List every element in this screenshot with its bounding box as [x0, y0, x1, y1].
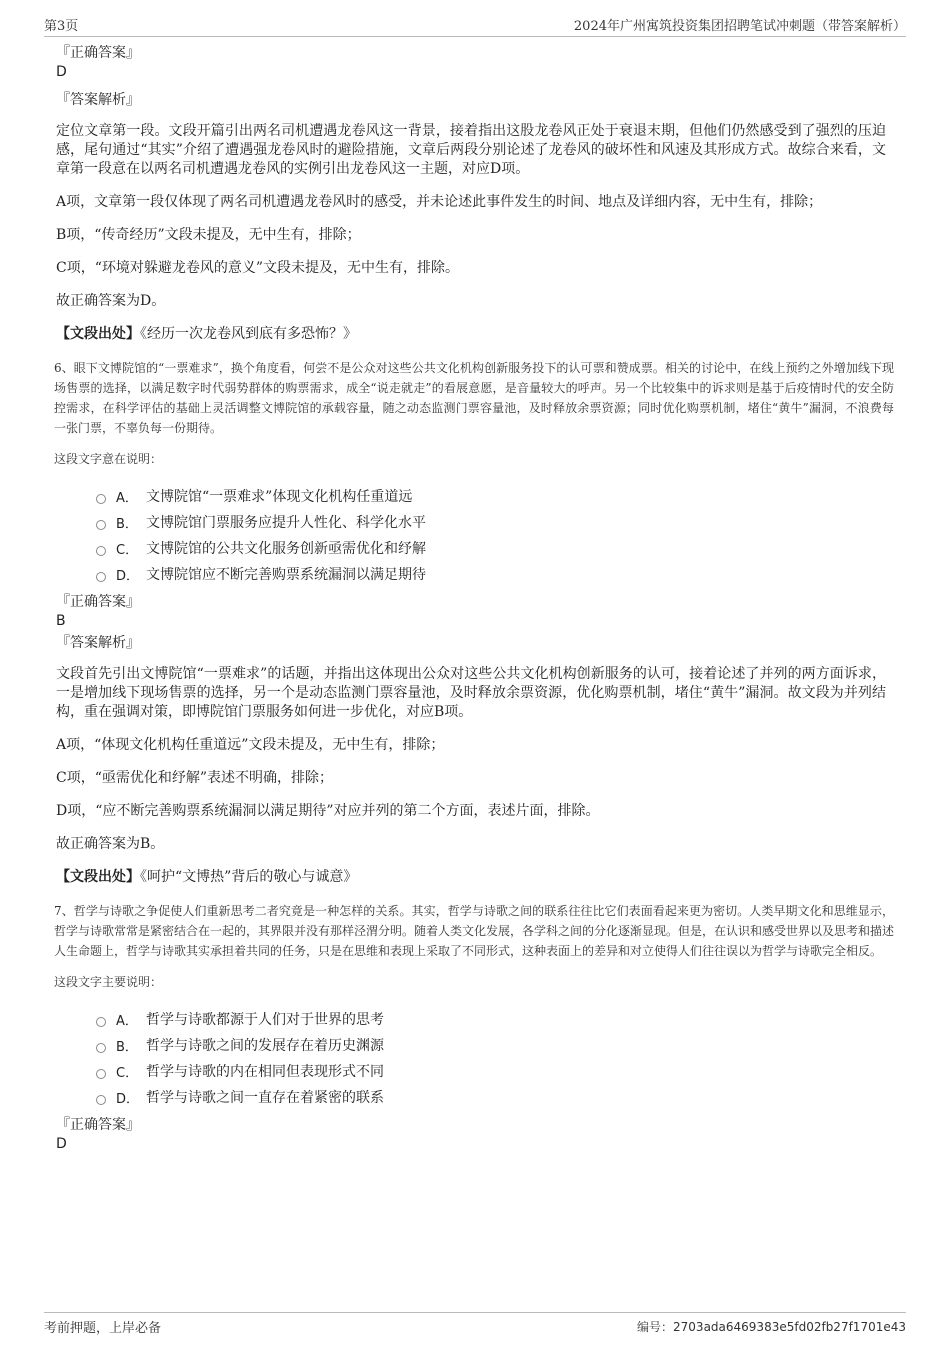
correct-answer-label: 『正确答案』 [56, 594, 140, 610]
document-id: 编号：2703ada6469383e5fd02fb27f1701e43 [637, 1319, 906, 1334]
correct-answer-value: D [56, 64, 67, 80]
option-a[interactable]: A． 文博院馆“一票难求”体现文化机构任重道远 [96, 483, 886, 509]
correct-answer-label: 『正确答案』 [56, 45, 140, 61]
option-c[interactable]: C． 文博院馆的公共文化服务创新亟需优化和纾解 [96, 535, 886, 561]
analysis-paragraph: 定位文章第一段。文段开篇引出两名司机遭遇龙卷风这一背景，接着指出这股龙卷风正处于衰退末期，但他们仍然感受到了强烈的压迫感，尾句通过“其实”介绍了遭遇强龙卷风时的避险措施，文章后两段分别论述了龙卷风的破坏性和风速及其形成方式。故综合来看，文章第一段意在以两名司机遭遇龙卷风的实例引出龙卷风这一主题，对应D项。 [56, 123, 886, 177]
option-c[interactable]: C． 哲学与诗歌的内在相同但表现形式不同 [96, 1058, 886, 1084]
source-tag: 【文段出处】 [56, 326, 140, 342]
question-6-prompt: 这段文字意在说明： [54, 452, 163, 466]
footer-slogan: 考前押题，上岸必备 [44, 1320, 162, 1336]
option-d[interactable]: D． 哲学与诗歌之间一直存在着紧密的联系 [96, 1084, 886, 1110]
analysis-paragraph: A项，文章第一段仅体现了两名司机遭遇龙卷风时的感受，并未论述此事件发生的时间、地点及详细内容，无中生有，排除； [56, 194, 823, 210]
radio-icon[interactable] [96, 1017, 106, 1027]
analysis-label: 『答案解析』 [56, 92, 140, 108]
source-line [56, 325, 886, 344]
analysis-paragraph: C项，“亟需优化和纾解”表述不明确，排除； [56, 770, 334, 786]
page-footer [44, 1312, 906, 1337]
page-content [54, 44, 895, 1163]
page-header [44, 14, 906, 37]
radio-icon[interactable] [96, 494, 106, 504]
radio-icon[interactable] [96, 546, 106, 556]
page-number: 第3页 [44, 19, 79, 34]
document-title: 2024年广州寓筑投资集团招聘笔试冲刺题（带答案解析） [573, 19, 906, 34]
question-7-prompt: 这段文字主要说明： [54, 975, 163, 989]
analysis-paragraph: B项，“传奇经历”文段未提及，无中生有，排除； [56, 227, 361, 243]
question-6-text: 6、眼下文博院馆的“一票难求”，换个角度看，何尝不是公众对这些公共文化机构创新服务投下的认可票和赞成票。相关的讨论中，在线上预约之外增加线下现场售票的选择，以满足数字时代弱势群体的购票需求，成全“说走就走”的看展意愿，是音量较大的呼声。另一个比较集中的诉求则是基于后疫情时代的安全防控需求，在科学评估的基础上灵活调整文博院馆的承载容量，随之动态监测门票容量池，及时释放余票资源；同时优化购票机制，堵住“黄牛”漏洞，不浪费每一张门票，不辜负每一份期待。 [54, 361, 894, 435]
correct-answer-label: 『正确答案』 [56, 1117, 140, 1133]
analysis-paragraph: 文段首先引出文博院馆“一票难求”的话题，并指出这体现出公众对这些公共文化机构创新服务的认可，接着论述了并列的两方面诉求，一是增加线下现场售票的选择，另一个是动态监测门票容量池，及时释放余票资源，优化购票机制，堵住“黄牛”漏洞。故文段为并列结构，重在强调对策，即博院馆门票服务如何进一步优化，对应B项。 [56, 666, 886, 720]
radio-icon[interactable] [96, 572, 106, 582]
radio-icon[interactable] [96, 1043, 106, 1053]
analysis-paragraph: 故正确答案为D。 [56, 293, 166, 309]
radio-icon[interactable] [96, 520, 106, 530]
option-d[interactable]: D． 文博院馆应不断完善购票系统漏洞以满足期待 [96, 561, 886, 587]
source-title: 《经历一次龙卷风到底有多恐怖？》 [140, 326, 357, 342]
analysis-paragraph: A项，“体现文化机构任重道远”文段未提及，无中生有，排除； [56, 737, 445, 753]
option-b[interactable]: B． 文博院馆门票服务应提升人性化、科学化水平 [96, 509, 886, 535]
radio-icon[interactable] [96, 1069, 106, 1079]
source-tag: 【文段出处】 [56, 869, 140, 885]
analysis-paragraph: C项，“环境对躲避龙卷风的意义”文段未提及，无中生有，排除。 [56, 260, 460, 276]
question-7-text: 7、哲学与诗歌之争促使人们重新思考二者究竟是一种怎样的关系。其实，哲学与诗歌之间的联系往往比它们表面看起来更为密切。人类早期文化和思维显示，哲学与诗歌常常是紧密结合在一起的，其界限并没有那样泾渭分明。随着人类文化发展，各学科之间的分化逐渐显现。但是，在认识和感受世界以及思考和描述人生命题上，哲学与诗歌其实承担着共同的任务，只是在思维和表现上采取了不同形式，这种表面上的差异和对立使得人们往往误以为哲学与诗歌完全相反。 [54, 904, 895, 958]
analysis-paragraph: 故正确答案为B。 [56, 836, 165, 852]
source-title: 《呵护“文博热”背后的敬心与诚意》 [140, 869, 358, 885]
option-b[interactable]: B． 哲学与诗歌之间的发展存在着历史渊源 [96, 1032, 886, 1058]
analysis-paragraph: D项，“应不断完善购票系统漏洞以满足期待”对应并列的第二个方面，表述片面，排除。 [56, 803, 600, 819]
question-7-options [96, 1006, 886, 1110]
correct-answer-value: D [56, 1136, 67, 1152]
question-6-options [96, 483, 886, 587]
source-line [56, 868, 886, 887]
analysis-label: 『答案解析』 [56, 635, 140, 651]
option-a[interactable]: A． 哲学与诗歌都源于人们对于世界的思考 [96, 1006, 886, 1032]
radio-icon[interactable] [96, 1095, 106, 1105]
correct-answer-value: B [56, 613, 66, 629]
